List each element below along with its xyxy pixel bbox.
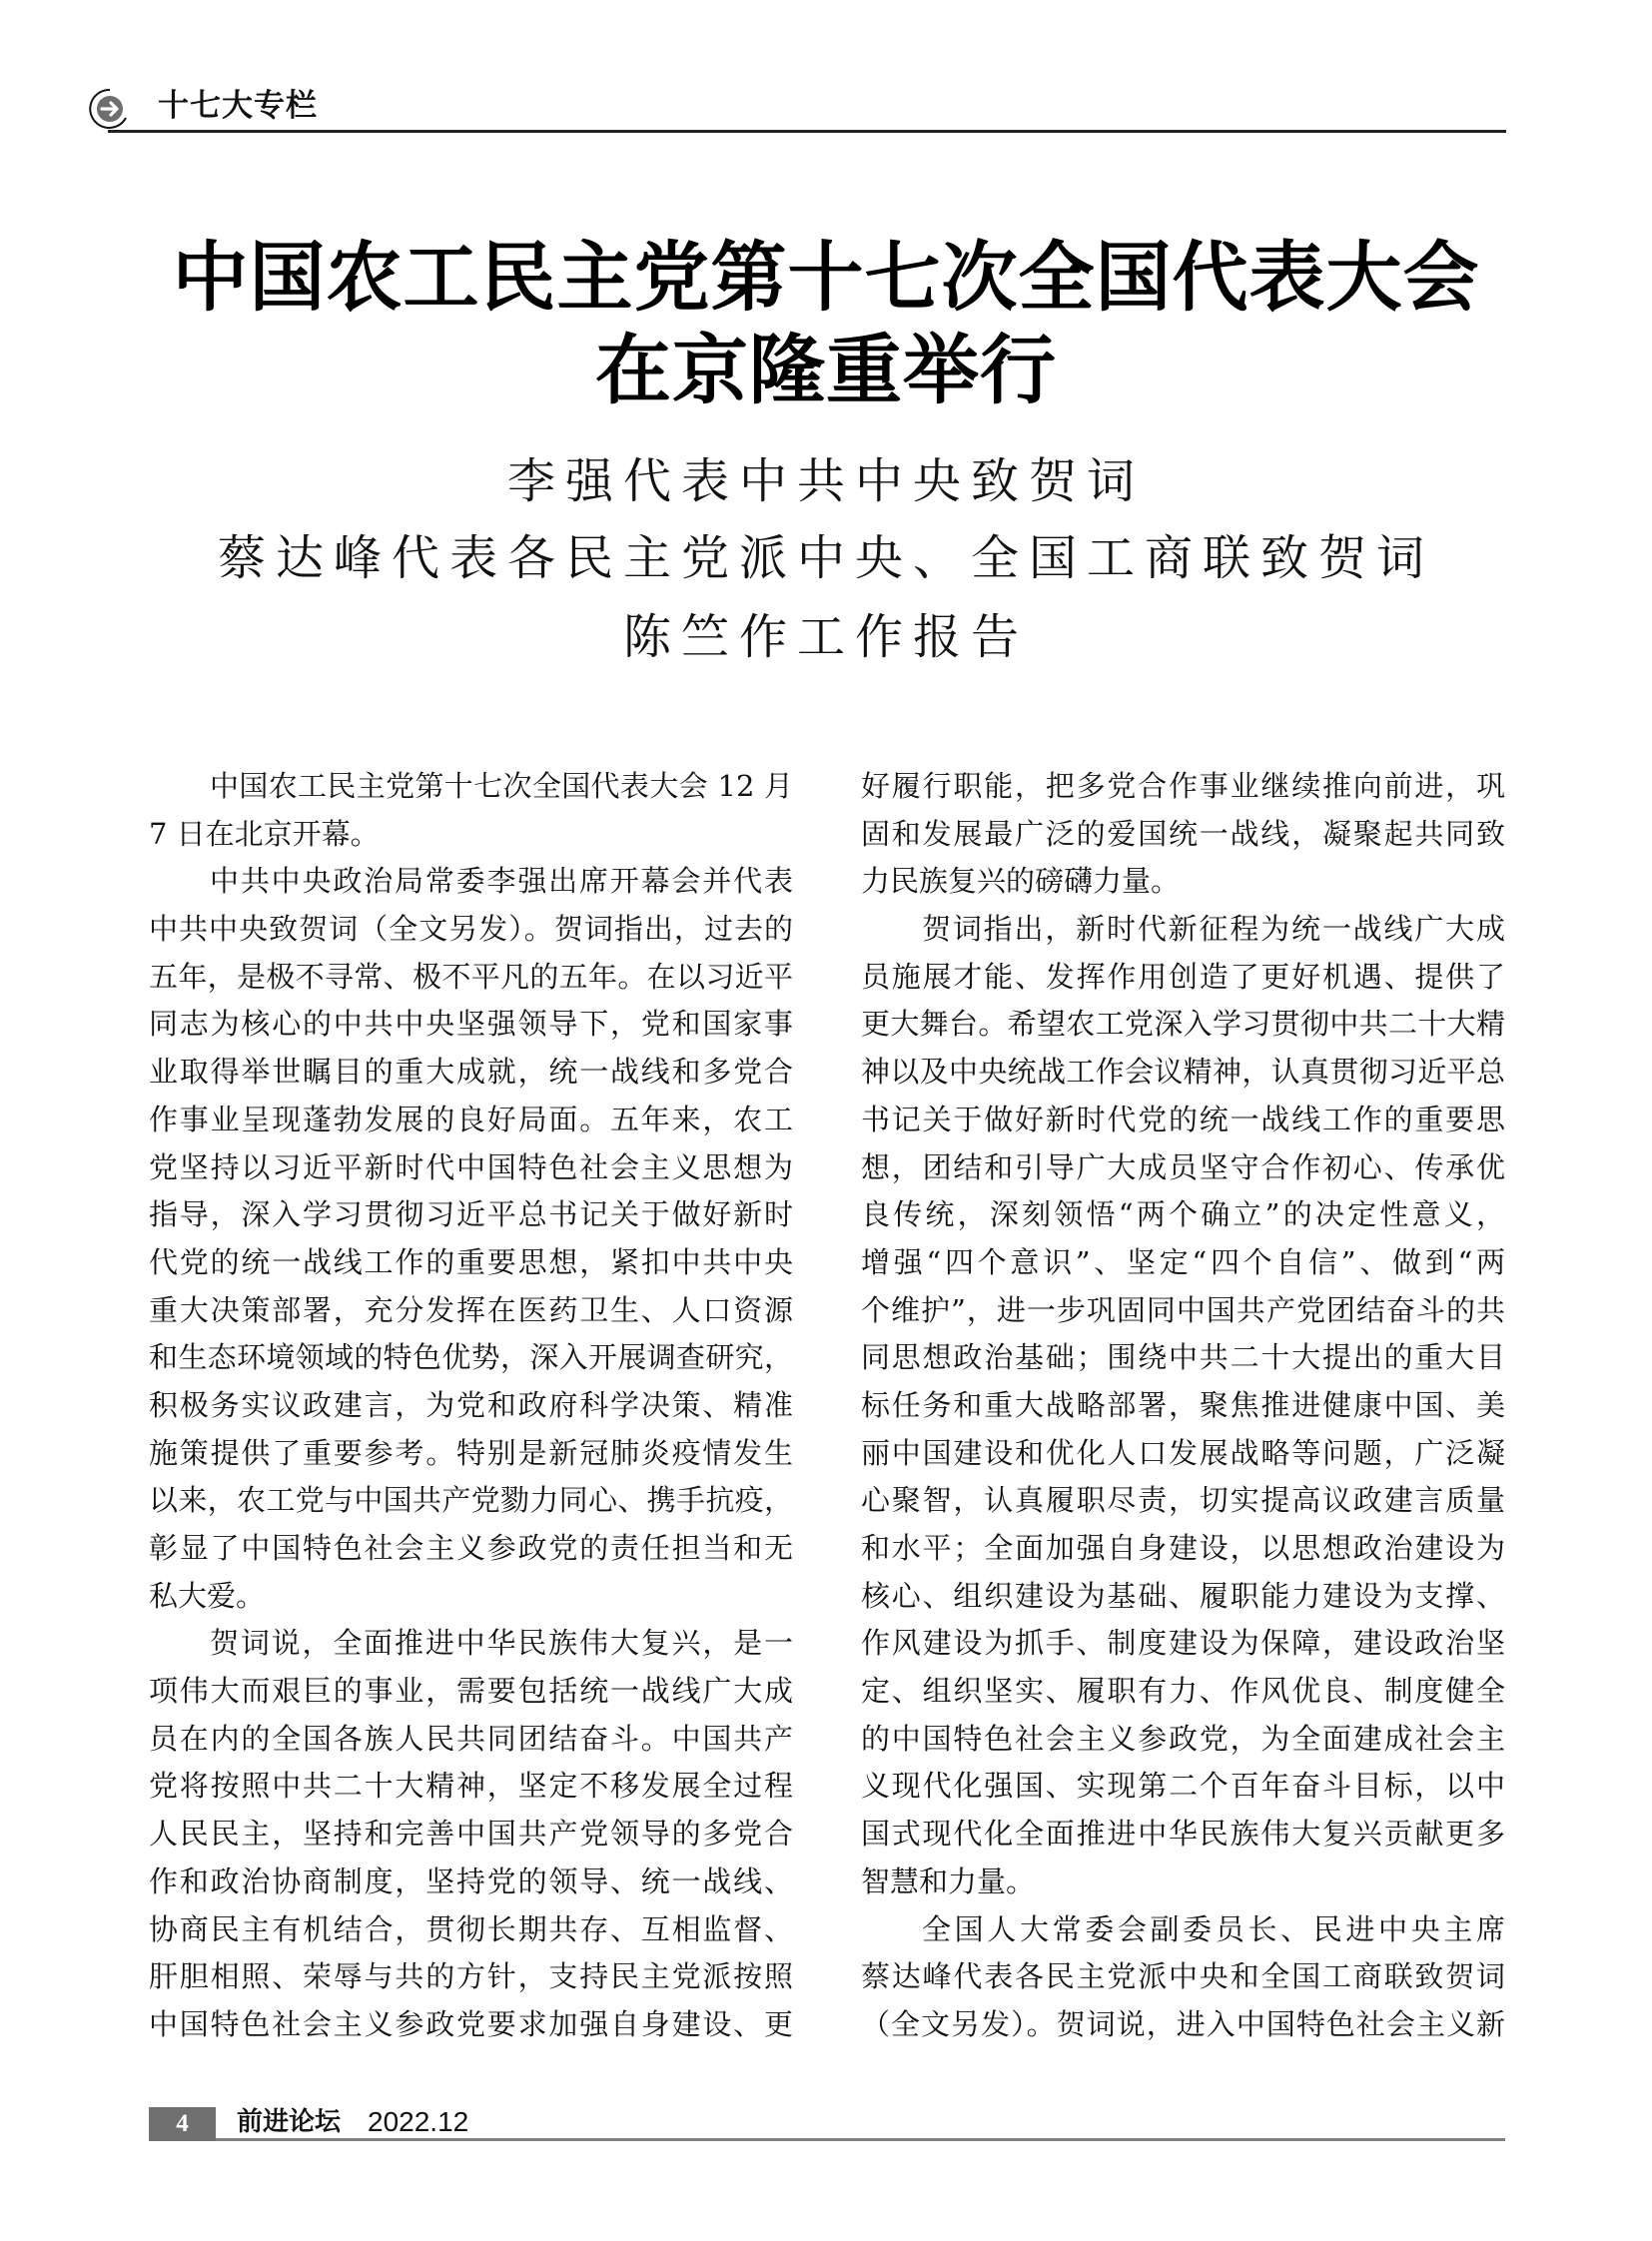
- text-line: 好履行职能，把多党合作事业继续推向前进，巩: [861, 769, 1505, 803]
- body-column-right: [861, 763, 1505, 2049]
- text-line: 员在内的全国各族人民共同团结奋斗。中国共产: [149, 1721, 793, 1756]
- text-line: 协商民主有机结合，贯彻长期共存、互相监督、: [149, 1911, 793, 1946]
- text-line: 指导，深入学习贯彻习近平总书记关于做好新时: [149, 1197, 793, 1232]
- text-line: 施策提供了重要参考。特别是新冠肺炎疫情发生: [149, 1435, 793, 1470]
- text-line: 同志为核心的中共中央坚强领导下，党和国家事: [149, 1007, 793, 1042]
- text-line: 贺词说，全面推进中华民族伟大复兴，是一: [210, 1626, 793, 1661]
- page-number: 4: [149, 2107, 216, 2141]
- text-line: 智慧和力量。: [861, 1864, 1036, 1898]
- text-line: 五年，是极不寻常、极不平凡的五年。在以习近平: [149, 959, 793, 994]
- text-line: 同思想政治基础；围绕中共二十大提出的重大目: [861, 1340, 1505, 1375]
- article-title-line-2: 在京隆重举行: [595, 326, 1057, 414]
- text-line: 私大爱。: [149, 1578, 266, 1613]
- text-line: 重大决策部署，充分发挥在医药卫生、人口资源: [149, 1292, 793, 1327]
- text-line: 国式现代化全面推进中华民族伟大复兴贡献更多: [861, 1817, 1505, 1852]
- text-line: 定、组织坚实、履职有力、作风优良、制度健全: [861, 1674, 1505, 1709]
- text-line: 固和发展最广泛的爱国统一战线，凝聚起共同致: [861, 816, 1505, 851]
- publication-name: 前进论坛: [237, 2107, 342, 2137]
- issue-date: 2022.12: [368, 2106, 469, 2137]
- text-line: 义现代化强国、实现第二个百年奋斗目标，以中: [861, 1769, 1505, 1804]
- text-line: 作和政治协商制度，坚持党的领导、统一战线、: [149, 1864, 793, 1898]
- text-line: 业取得举世瞩目的重大成就，统一战线和多党合: [149, 1055, 793, 1090]
- text-line: 以来，农工党与中国共产党勠力同心、携手抗疫，: [149, 1483, 793, 1518]
- text-line: 中国特色社会主义参政党要求加强自身建设、更: [149, 2006, 793, 2041]
- text-line: （全文另发）。贺词说，进入中国特色社会主义新: [861, 2006, 1505, 2041]
- text-line: 个维护”，进一步巩固同中国共产党团结奋斗的共: [861, 1292, 1505, 1327]
- section-title: 十七大专栏: [158, 88, 318, 124]
- arrow-right-circle-icon: [88, 87, 132, 131]
- text-line: 中国农工民主党第十七次全国代表大会 12 月: [210, 769, 793, 803]
- text-line: 和水平；全面加强自身建设，以思想政治建设为: [861, 1531, 1505, 1565]
- text-line: 代党的统一战线工作的重要思想，紧扣中共中央: [149, 1244, 793, 1279]
- text-line: 党将按照中共二十大精神，坚定不移发展全过程: [149, 1769, 793, 1804]
- text-line: 项伟大而艰巨的事业，需要包括统一战线广大成: [149, 1674, 793, 1709]
- text-line: 和生态环境领域的特色优势，深入开展调查研究，: [149, 1340, 793, 1375]
- article-title-line-1: 中国农工民主党第十七次全国代表大会: [172, 233, 1480, 322]
- text-line: 肝胆相照、荣辱与共的方针，支持民主党派按照: [149, 1959, 793, 1994]
- text-line: 心聚智，认真履职尽责，切实提高议政建言质量: [861, 1483, 1505, 1518]
- text-line: 良传统，深刻领悟“两个确立”的决定性意义，: [861, 1197, 1505, 1232]
- header-rule: [108, 130, 1506, 133]
- body-column-left: [149, 763, 793, 2049]
- subtitle-1: 李强代表中共中央致贺词: [506, 453, 1145, 509]
- text-line: 7 日在北京开幕。: [149, 816, 380, 851]
- text-line: 作风建设为抓手、制度建设为保障，建设政治坚: [861, 1626, 1505, 1661]
- text-line: 神以及中央统战工作会议精神，认真贯彻习近平总: [861, 1055, 1505, 1090]
- text-line: 中共中央政治局常委李强出席开幕会并代表: [210, 864, 793, 899]
- text-line: 书记关于做好新时代党的统一战线工作的重要思: [861, 1102, 1505, 1136]
- text-line: 力民族复兴的磅礴力量。: [861, 864, 1181, 899]
- text-line: 想，团结和引导广大成员坚守合作初心、传承优: [861, 1149, 1505, 1184]
- text-line: 中共中央致贺词（全文另发）。贺词指出，过去的: [149, 912, 793, 947]
- text-line: 党坚持以习近平新时代中国特色社会主义思想为: [149, 1149, 793, 1184]
- text-line: 贺词指出，新时代新征程为统一战线广大成: [922, 912, 1505, 947]
- text-line: 增强“四个意识”、坚定“四个自信”、做到“两: [861, 1244, 1505, 1279]
- text-line: 彰显了中国特色社会主义参政党的责任担当和无: [149, 1531, 793, 1565]
- text-line: 标任务和重大战略部署，聚焦推进健康中国、美: [861, 1387, 1505, 1422]
- text-line: 员施展才能、发挥作用创造了更好机遇、提供了: [861, 959, 1505, 994]
- text-line: 作事业呈现蓬勃发展的良好局面。五年来，农工: [149, 1102, 793, 1136]
- text-line: 丽中国建设和优化人口发展战略等问题，广泛凝: [861, 1435, 1505, 1470]
- text-line: 全国人大常委会副委员长、民进中央主席: [922, 1911, 1505, 1946]
- text-line: 积极务实议政建言，为党和政府科学决策、精准: [149, 1387, 793, 1422]
- subtitle-3: 陈竺作工作报告: [622, 609, 1029, 665]
- text-line: 的中国特色社会主义参政党，为全面建成社会主: [861, 1721, 1505, 1756]
- text-line: 更大舞台。希望农工党深入学习贯彻中共二十大精: [861, 1007, 1505, 1042]
- footer-rule: [216, 2138, 1505, 2141]
- text-line: 蔡达峰代表各民主党派中央和全国工商联致贺词: [861, 1959, 1505, 1994]
- text-line: 核心、组织建设为基础、履职能力建设为支撑、: [861, 1578, 1505, 1613]
- text-line: 人民民主，坚持和完善中国共产党领导的多党合: [149, 1817, 793, 1852]
- subtitle-2: 蔡达峰代表各民主党派中央、全国工商联致贺词: [217, 530, 1434, 586]
